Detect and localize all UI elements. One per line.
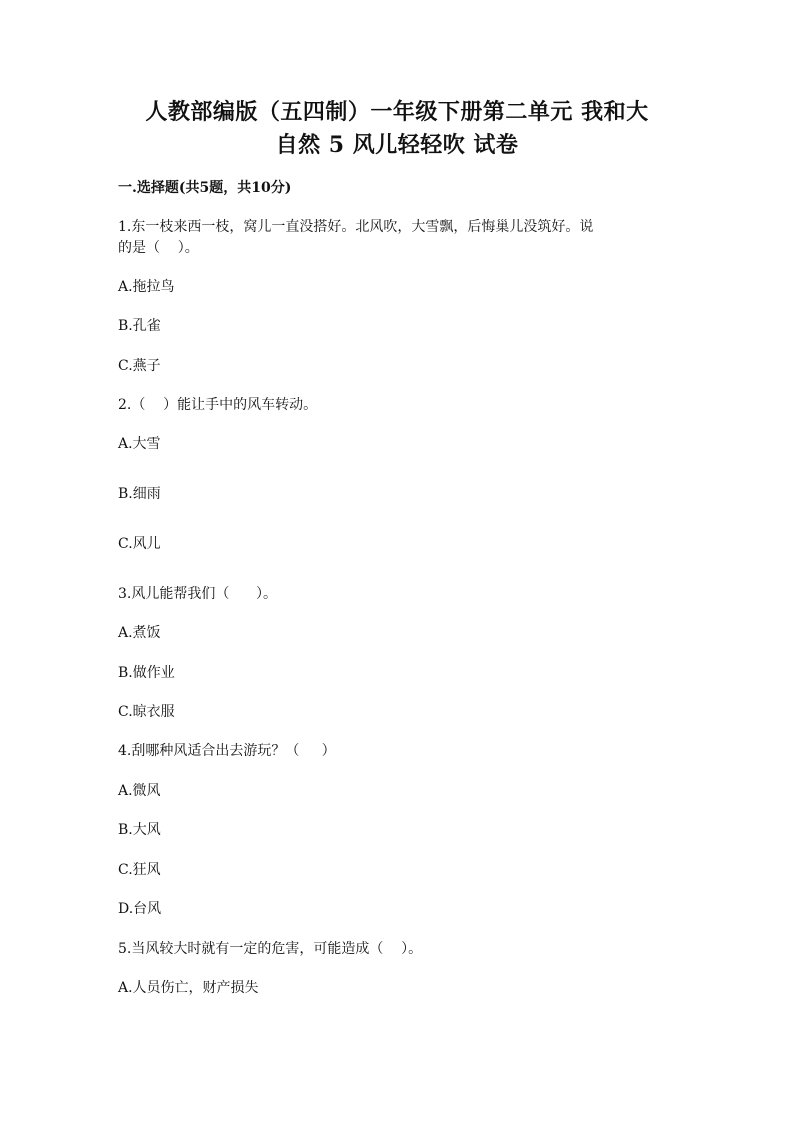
question-1-option-a: A.拖拉鸟 (118, 279, 175, 295)
question-3-option-c: C.晾衣服 (118, 704, 175, 720)
question-2-option-a: A.大雪 (118, 436, 161, 452)
question-2-option-b: B.细雨 (118, 486, 161, 502)
section-heading: 一.选择题(共5题，共10分) (118, 180, 292, 196)
question-5-stem: 5.当风较大时就有一定的危害，可能造成（ ）。 (118, 941, 423, 957)
question-3-stem: 3.风儿能帮我们（ ）。 (118, 586, 278, 602)
page-title-line-1: 人教部编版（五四制）一年级下册第二单元 我和大 (145, 99, 649, 125)
question-4-option-d: D.台风 (118, 901, 162, 917)
page-title-line-2: 自然 5 风儿轻轻吹 试卷 (275, 132, 519, 158)
question-3-option-a: A.煮饭 (118, 625, 161, 641)
question-4-stem: 4.刮哪种风适合出去游玩？（ ） (118, 743, 336, 759)
question-4-option-b: B.大风 (118, 822, 161, 838)
question-5-option-a: A.人员伤亡，财产损失 (118, 980, 259, 996)
question-2-option-c: C.风儿 (118, 536, 161, 552)
question-3-option-b: B.做作业 (118, 665, 175, 681)
question-1-stem-cont: 的是（ ）。 (118, 240, 199, 256)
question-1-option-b: B.孔雀 (118, 318, 161, 334)
question-1-stem: 1.东一枝来西一枝，窝儿一直没搭好。北风吹，大雪飘，后悔巢儿没筑好。说 (118, 219, 594, 235)
question-4-option-a: A.微风 (118, 783, 161, 799)
question-1-option-c: C.燕子 (118, 358, 161, 374)
question-2-stem: 2.（ ）能让手中的风车转动。 (118, 397, 318, 413)
question-4-option-c: C.狂风 (118, 862, 161, 878)
